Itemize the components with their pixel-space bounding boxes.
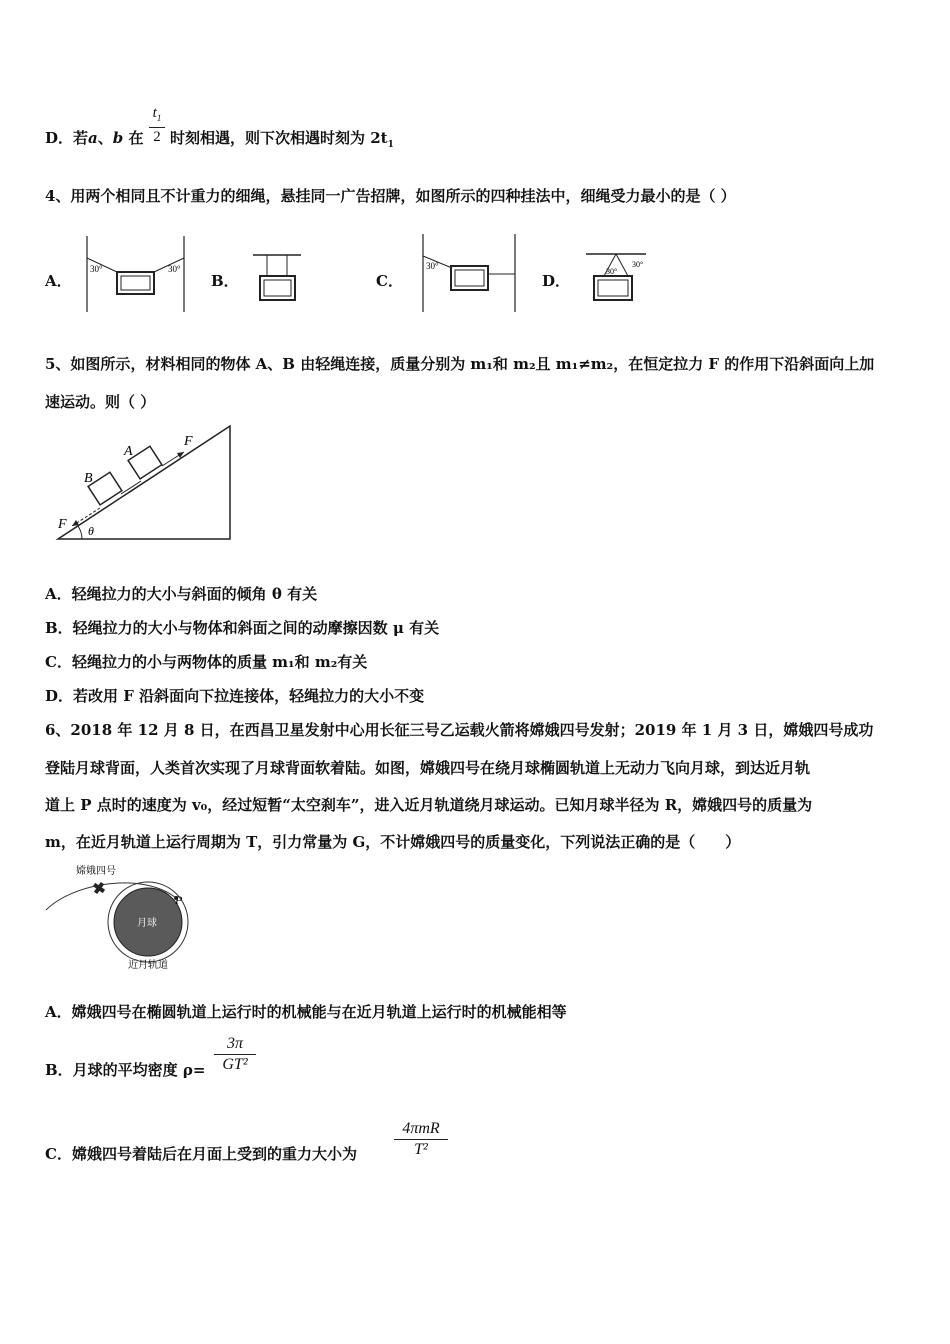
q4-a-angle-left: 30° bbox=[90, 264, 103, 274]
q5-option-a: A．轻绳拉力的大小与斜面的倾角 θ 有关 bbox=[45, 585, 318, 603]
q5-label-a: A bbox=[124, 444, 133, 459]
q6-label-probe: 嫦娥四号 bbox=[76, 866, 116, 877]
q3-optd-at: 在 bbox=[123, 129, 144, 147]
q4-option-a-label: A． bbox=[45, 272, 72, 290]
q6-stem-line2: 登陆月球背面，人类首次实现了月球背面软着陆。如图，嫦娥四号在绕月球椭圆轨道上无动力飞向月球，到达近月轨 bbox=[45, 759, 811, 777]
q4-option-c-label: C． bbox=[376, 272, 403, 290]
q3-optd-var-a: a bbox=[88, 129, 98, 147]
q6-label-orbit: 近月轨道 bbox=[128, 960, 168, 971]
q4-c-angle: 30° bbox=[426, 261, 439, 271]
q4-option-b-label: B． bbox=[211, 272, 239, 290]
q4-figure-a bbox=[80, 236, 190, 312]
q5-stem-line2: 速运动。则（ ） bbox=[45, 393, 156, 411]
q6-orbit-figure bbox=[44, 862, 194, 970]
q4-figure-c bbox=[418, 234, 520, 312]
q6-option-b: B．月球的平均密度 ρ= bbox=[45, 1061, 206, 1079]
q3-optd-var-b: b bbox=[112, 129, 124, 147]
q4-option-d-label: D． bbox=[542, 272, 571, 290]
q3-optd-suffix-line bbox=[170, 128, 394, 155]
q6-label-moon: 月球 bbox=[137, 918, 157, 929]
q4-d-angle-inner: 30° bbox=[606, 267, 618, 276]
q5-option-d: D．若改用 F 沿斜面向下拉连接体，轻绳拉力的大小不变 bbox=[45, 687, 425, 705]
q6-label-p: P bbox=[175, 893, 183, 907]
q6-stem-line1: 6、2018 年 12 月 8 日，在西昌卫星发射中心用长征三号乙运载火箭将嫦娥四号发射；2019 年 1 月 3 日，嫦娥四号成功 bbox=[45, 721, 874, 739]
q3-frac-num: t bbox=[152, 105, 157, 121]
q5-option-b: B．轻绳拉力的大小与物体和斜面之间的动摩擦因数 μ 有关 bbox=[45, 619, 440, 637]
q6-optc-den: T² bbox=[414, 1141, 428, 1158]
q6-optb-fraction bbox=[214, 1034, 256, 1075]
q4-a-angle-right: 30° bbox=[168, 264, 181, 274]
q5-option-c: C．轻绳拉力的小与两物体的质量 m₁和 m₂有关 bbox=[45, 653, 368, 671]
q4-figure-b bbox=[253, 254, 301, 306]
q3-optd-suffix: 时刻相遇，则下次相遇时刻为 2t bbox=[170, 129, 388, 147]
q4-figure-d bbox=[586, 250, 650, 306]
q3-optd-suffix-sub: 1 bbox=[387, 140, 394, 150]
q5-label-f-bottom: F bbox=[58, 517, 67, 532]
q3-optd-fraction bbox=[149, 104, 165, 146]
q6-option-c: C．嫦娥四号着陆后在月面上受到的重力大小为 bbox=[45, 1145, 357, 1163]
q4-stem: 4、用两个相同且不计重力的细绳，悬挂同一广告招牌，如图所示的四种挂法中，细绳受力最小的是（ ） bbox=[45, 187, 736, 205]
q5-label-f-top: F bbox=[184, 434, 193, 449]
q5-label-theta: θ bbox=[88, 524, 94, 538]
q6-optb-num: 3π bbox=[226, 1035, 243, 1052]
q5-stem-line1: 5、如图所示，材料相同的物体 A、B 由轻绳连接，质量分别为 m₁和 m₂且 m₁≠m₂，在恒定拉力 F 的作用下沿斜面向上加 bbox=[45, 355, 875, 373]
q3-frac-den: 2 bbox=[153, 129, 161, 145]
q6-optc-fraction bbox=[394, 1119, 448, 1160]
q6-stem-line3: 道上 P 点时的速度为 v₀，经过短暂“太空刹车”，进入近月轨道绕月球运动。已知月球半径为 R，嫦娥四号的质量为 bbox=[45, 796, 813, 814]
q6-stem-line4: m，在近月轨道上运行周期为 T，引力常量为 G，不计嫦娥四号的质量变化，下列说法正确的是（ ） bbox=[45, 833, 741, 851]
q3-frac-num-sub: 1 bbox=[156, 113, 162, 123]
q6-optc-num: 4πmR bbox=[402, 1120, 440, 1137]
q3-optd-prefix: D．若 bbox=[45, 129, 89, 147]
q5-label-b: B bbox=[84, 471, 93, 486]
probe-icon bbox=[91, 880, 108, 897]
q3-option-d bbox=[45, 128, 144, 148]
q4-d-angle-outer: 30° bbox=[632, 260, 644, 269]
q6-optb-den: GT² bbox=[222, 1056, 248, 1073]
q6-option-a: A．嫦娥四号在椭圆轨道上运行时的机械能与在近月轨道上运行时的机械能相等 bbox=[45, 1003, 567, 1021]
q3-optd-sep: 、 bbox=[97, 129, 113, 147]
q5-incline-figure bbox=[52, 424, 232, 544]
